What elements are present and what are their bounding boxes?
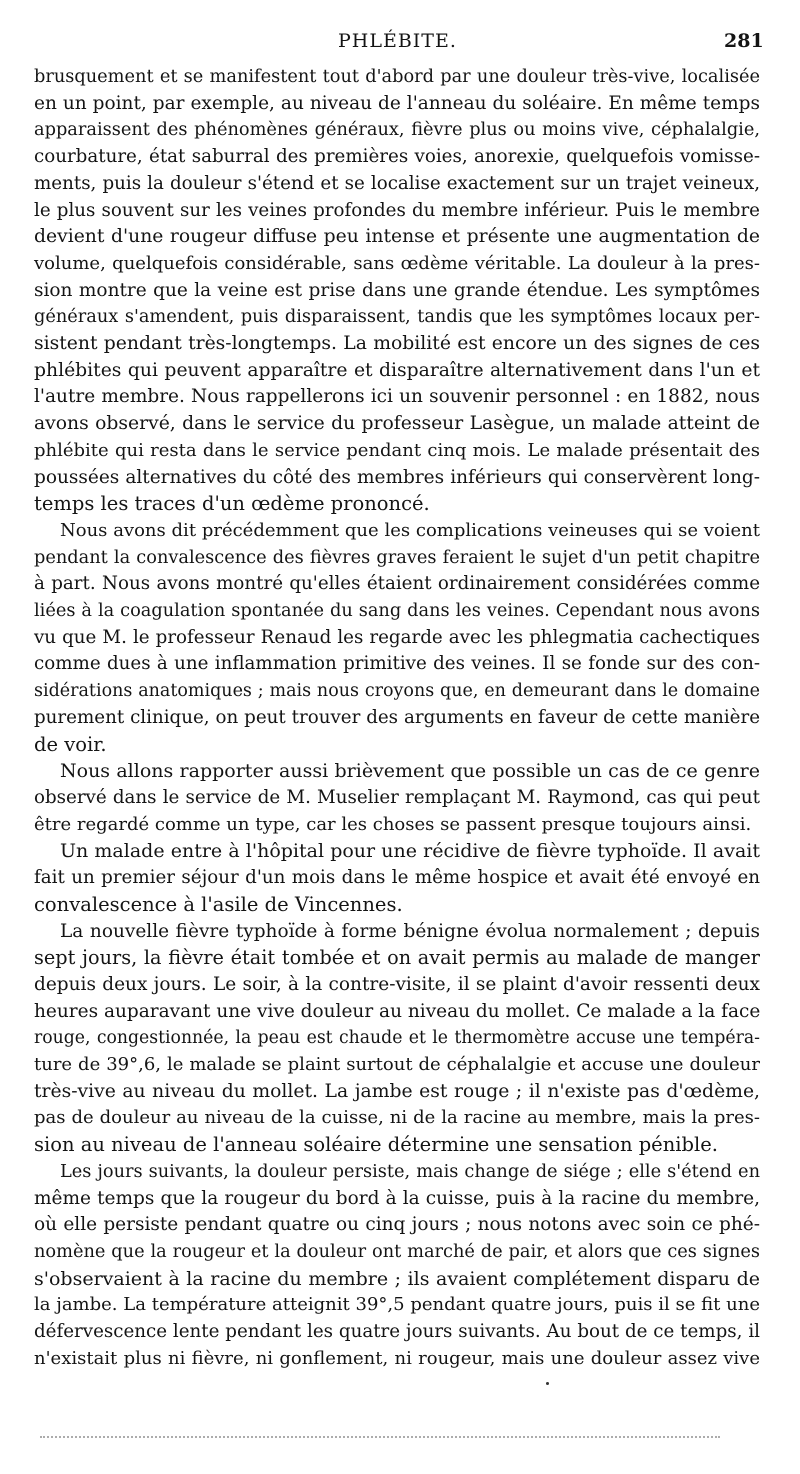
text-line: poussées alternatives du côté des membres inférieurs qui conservèrent long- xyxy=(34,466,760,488)
text-line: Nous allons rapporter aussi brièvement que possible un cas de ce genre xyxy=(60,760,760,783)
text-line: purement clinique, on peut trouver des arguments en faveur de cette manière xyxy=(34,706,760,728)
text-line: depuis deux jours. Le soir, à la contre-visite, il se plaint d'avoir ressenti deux xyxy=(34,973,760,995)
text-line: avons observé, dans le service du professeur Lasègue, un malade atteint de xyxy=(34,413,760,435)
text-line: Nous avons dit précédemment que les complications veineuses qui se voient xyxy=(60,519,760,541)
paragraph-3 xyxy=(34,758,760,838)
text-line: liées à la coagulation spontanée du sang dans les veines. Cependant nous avons xyxy=(34,601,760,622)
text-line: volume, quelquefois considérable, sans œdème véritable. La douleur à la pres- xyxy=(34,252,760,274)
text-line: l'autre membre. Nous rappellerons ici un souvenir personnel : en 1882, nous xyxy=(34,386,760,408)
text-line: apparaissent des phénomènes généraux, fièvre plus ou moins vive, céphalalgie, xyxy=(34,120,760,141)
text-line: pas de douleur au niveau de la cuisse, ni de la racine au membre, mais la pres- xyxy=(34,1107,760,1129)
text-line: la jambe. La température atteignit 39°,5 pendant quatre jours, puis il se fit une xyxy=(34,1294,760,1316)
text-line: fait un premier séjour d'un mois dans le même hospice et avait été envoyé en xyxy=(34,867,760,889)
text-line: en un point, par exemple, au niveau de l'anneau du soléaire. En même temps xyxy=(34,92,760,114)
text-line: La nouvelle fièvre typhoïde à forme bénigne évolua normalement ; depuis xyxy=(60,920,760,942)
paragraph-2 xyxy=(34,518,760,758)
paragraph-6 xyxy=(34,1159,760,1373)
text-line: très-vive au niveau du mollet. La jambe est rouge ; il n'existe pas d'œdème, xyxy=(34,1080,760,1102)
text-line: ture de 39°,6, le malade se plaint surtout de céphalalgie et accuse une douleur xyxy=(34,1054,760,1076)
body-text xyxy=(34,64,760,1372)
text-line: à part. Nous avons montré qu'elles étaient ordinairement considérées comme xyxy=(34,573,760,595)
text-line: vu que M. le professeur Renaud les regarde avec les phlegmatia cachectiques xyxy=(34,626,760,648)
text-line: n'existait plus ni fièvre, ni gonflement, ni rougeur, mais une douleur assez vive xyxy=(34,1347,760,1369)
text-line: brusquement et se manifestent tout d'abord par une douleur très-vive, localisée xyxy=(34,67,760,87)
text-line: rouge, congestionnée, la peau est chaude et le thermomètre accuse une tempéra- xyxy=(34,1028,760,1049)
text-line: phlébite qui resta dans le service pendant cinq mois. Le malade présentait des xyxy=(34,439,760,461)
text-line: Un malade entre à l'hôpital pour une récidive de fièvre typhoïde. Il avait xyxy=(60,840,760,863)
text-line: sion au niveau de l'anneau soléaire détermine une sensation pénible. xyxy=(34,1133,718,1157)
running-title: PHLÉBITE. xyxy=(338,30,457,52)
text-line: sept jours, la fièvre était tombée et on avait permis au malade de manger xyxy=(34,946,760,970)
text-line: de voir. xyxy=(34,732,107,756)
text-line: observé dans le service de M. Muselier remplaçant M. Raymond, cas qui peut xyxy=(34,786,760,808)
text-line: devient d'une rougeur diffuse peu intense et présente une augmentation de xyxy=(34,226,760,248)
paragraph-4 xyxy=(34,838,760,918)
text-line: heures auparavant une vive douleur au niveau du mollet. Ce malade a la face xyxy=(34,1000,761,1022)
text-line: être regardé comme un type, car les choses se passent presque toujours ainsi. xyxy=(34,813,752,835)
text-line: sistent pendant très-longtemps. La mobilité est encore un des signes de ces xyxy=(34,333,760,355)
text-line: convalescence à l'asile de Vincennes. xyxy=(34,892,403,916)
text-line: s'observaient à la racine du membre ; ils avaient complétement disparu de xyxy=(34,1267,760,1290)
text-line: défervescence lente pendant les quatre jours suivants. Au bout de ce temps, il xyxy=(34,1321,760,1343)
text-line: comme dues à une inflammation primitive des veines. Il se fonde sur des con- xyxy=(34,653,760,675)
text-line: phlébites qui peuvent apparaître et disparaître alternativement dans l'un et xyxy=(34,359,760,381)
text-line: sion montre que la veine est prise dans une grande étendue. Les symptômes xyxy=(34,279,760,301)
text-line: sidérations anatomiques ; mais nous croyons que, en demeurant dans le domaine xyxy=(34,681,760,702)
text-line: courbature, état saburral des premières voies, anorexie, quelquefois vomisse- xyxy=(34,146,760,168)
text-line: pendant la convalescence des fièvres graves feraient le sujet d'un petit chapitre xyxy=(34,547,760,568)
text-line: le plus souvent sur les veines profondes du membre inférieur. Puis le membre xyxy=(34,199,760,221)
footer-rule xyxy=(40,1436,720,1440)
text-line: où elle persiste pendant quatre ou cinq jours ; nous notons avec soin ce phé- xyxy=(34,1214,760,1236)
text-line: temps les traces d'un œdème prononcé. xyxy=(34,492,430,516)
text-line: Les jours suivants, la douleur persiste, mais change de siége ; elle s'étend en xyxy=(60,1161,760,1182)
page-number: 281 xyxy=(724,30,764,52)
text-line: nomène que la rougeur et la douleur ont marché de pair, et alors que ces signes xyxy=(34,1241,760,1262)
paragraph-1 xyxy=(34,64,760,518)
text-line: généraux s'amendent, puis disparaissent, tandis que les symptômes locaux per- xyxy=(34,307,760,328)
paragraph-5 xyxy=(34,919,760,1159)
text-line: même temps que la rougeur du bord à la cuisse, puis à la racine du membre, xyxy=(34,1187,760,1209)
ink-speck xyxy=(546,1382,549,1385)
running-head xyxy=(0,30,800,56)
text-line: ments, puis la douleur s'étend et se localise exactement sur un trajet veineux, xyxy=(34,172,760,194)
